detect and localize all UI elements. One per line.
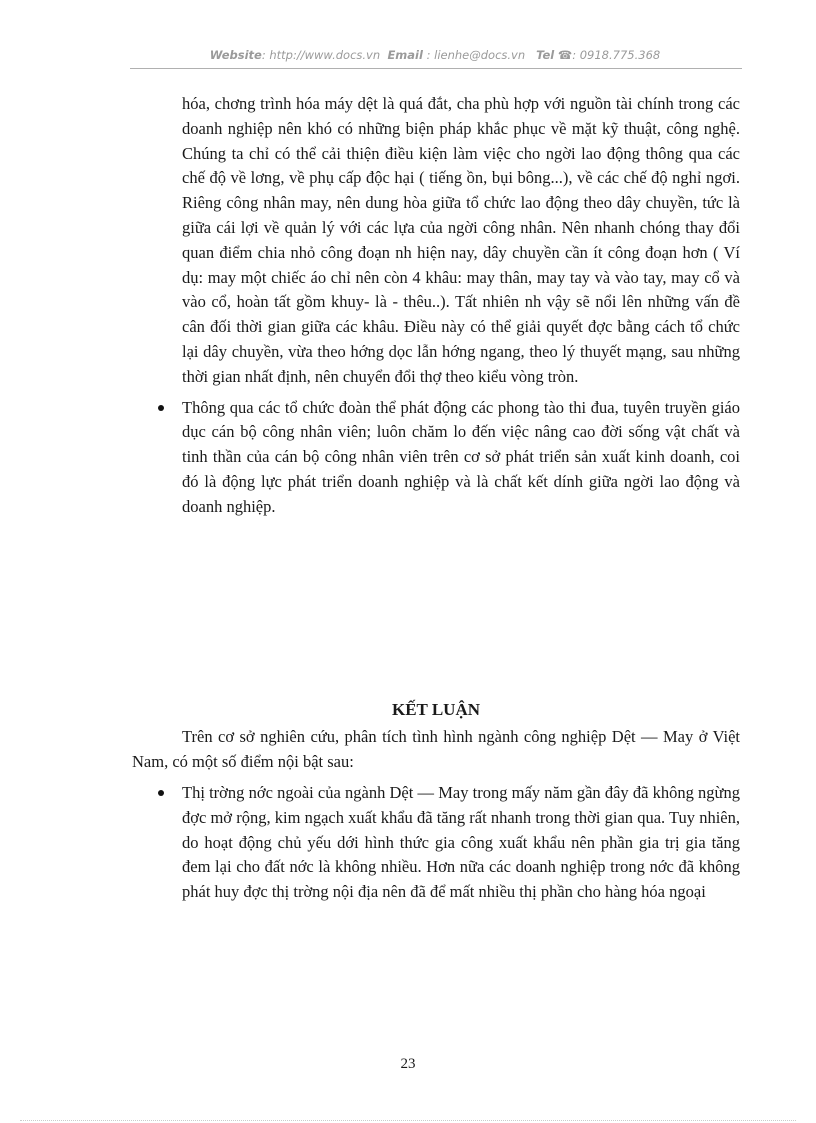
header-divider <box>130 68 742 69</box>
website-value: : http://www.docs.vn <box>261 48 381 62</box>
conclusion-paragraph: Trên cơ sở nghiên cứu, phân tích tình hình ngành công nghiệp Dệt — May ở Việt Nam, có một số điểm nội bật sau: <box>132 727 740 772</box>
tel-value: ☎: 0918.775.368 <box>557 48 661 62</box>
bullet-text: Thông qua các tổ chức đoàn thể phát động các phong tào thi đua, tuyên truyền giáo dục cán bộ công nhân viên; luôn chăm lo đến việc nâng cao đời sống vật chất và tinh thần của cán bộ công nhân viên trên cơ sở phát triển sản xuất kinh doanh, coi đó là động lực phát triển doanh nghiệp và là chất kết dính giữa ngời lao động và doanh nghiệp. <box>182 397 740 516</box>
email-value: : lienhe@docs.vn <box>422 48 526 62</box>
bullet-text: Thị trờng nớc ngoài của ngành Dệt — May trong mấy năm gần đây đã không ngừng đợc mở rộng, kim ngạch xuất khẩu đã tăng rất nhanh trong thời gian qua. Tuy nhiên, do hoạt động chủ yếu dới hình thức gia công xuất khẩu nên phần gia trị gia tăng đem lại cho đất nớc là không nhiều. Hơn nữa các doanh nghiệp trong nớc đã không phát huy đợc thị trờng nội địa nên đã để mất nhiều thị phần cho hàng hóa ngoại <box>182 782 740 902</box>
website-label: Website <box>209 48 262 62</box>
list-item <box>132 781 740 905</box>
page-header <box>130 48 740 62</box>
page-content <box>132 92 740 905</box>
section-title: KẾT LUẬN <box>391 699 480 719</box>
list-item <box>132 396 740 520</box>
intro-paragraph: hóa, chơng trình hóa máy dệt là quá đắt, cha phù hợp với nguồn tài chính trong các doanh nghiệp nên khó có những biện pháp khắc phục về mặt kỹ thuật, công nghệ. Chúng ta chỉ có thể cải thiện điều kiện làm việc cho ngời lao động thông qua các chế độ về lơng, về phụ cấp độc hại ( tiếng ồn, bụi bông...), về các chế độ nghỉ ngơi. Riêng công nhân may, nên dung hòa giữa tổ chức lao động theo dây chuyền, tức là giữa cái lợi về quản lý với các lựa của ngời công nhân. Nên nhanh chóng thay đổi quan điểm chia nhỏ công đoạn nh hiện nay, dây chuyền cần ít công đoạn hơn ( Ví dụ: may một chiếc áo chỉ nên còn 4 khâu: may thân, may tay và vào tay, may cổ và vào cổ, hoàn tất gồm khuy- là - thêu..). Tất nhiên nh vậy sẽ nổi lên những vấn đề cân đối thời gian giữa các khâu. Điều này có thể giải quyết đợc bằng cách tổ chức lại dây chuyền, vừa theo hớng dọc lẫn hớng ngang, theo lý thuyết mạng, sau những thời gian nhất định, nên chuyển đổi thợ theo kiểu vòng tròn. <box>182 94 740 386</box>
bullet-icon <box>158 790 164 796</box>
tel-label: Tel <box>536 48 555 62</box>
page-bottom-divider <box>20 1120 796 1121</box>
bullet-icon <box>158 405 164 411</box>
email-label: Email <box>387 48 423 62</box>
page-number: 23 <box>400 1056 416 1072</box>
